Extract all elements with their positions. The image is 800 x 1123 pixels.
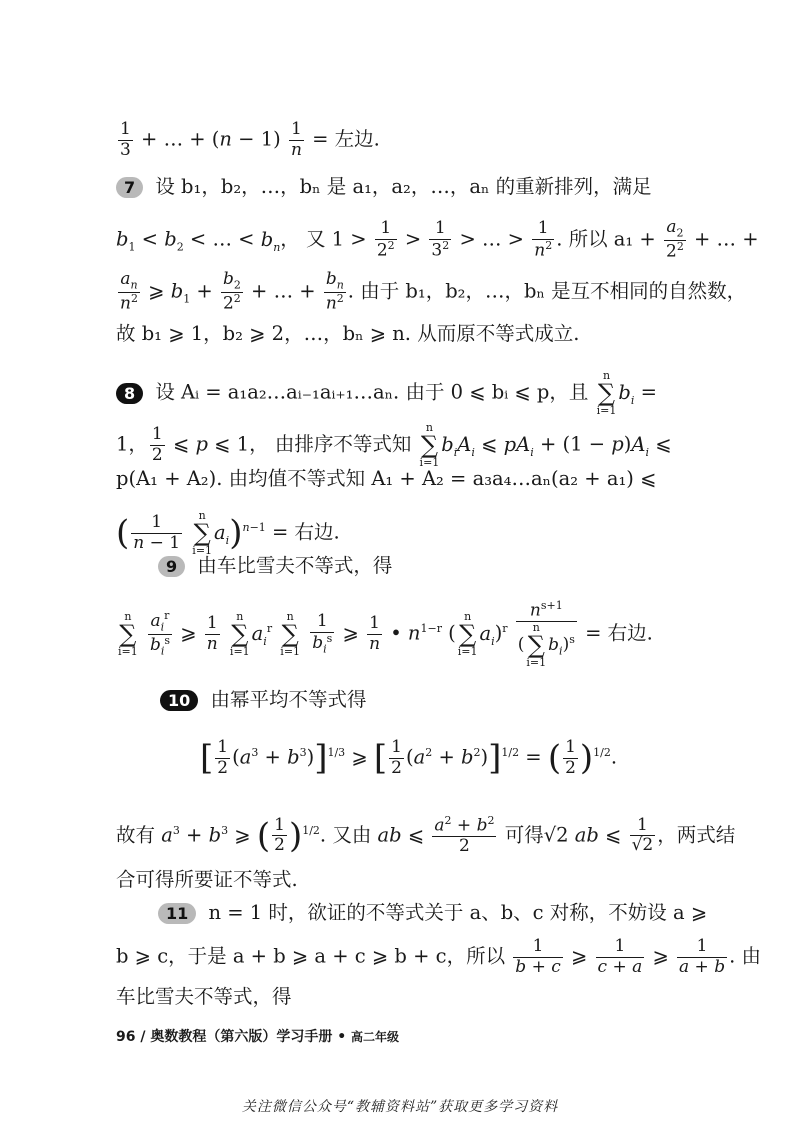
p7-line-4: 故 b₁ ⩾ 1，b₂ ⩾ 2，…，bₙ ⩾ n. 从而原不等式成立. [116, 322, 580, 345]
problem-8-badge: 8 [116, 383, 143, 404]
p7-l3-mid: 由于 b₁，b₂，…，bₙ 是互不相同的自然数， [360, 279, 747, 303]
p11-text: n = 1 时，欲证的不等式关于 a、b、c 对称，不妨设 a ⩾ [208, 901, 708, 924]
p11-l2: b ⩾ c，于是 a + b ⩾ a + c ⩾ b + c，所以 [116, 944, 506, 968]
problem-7-badge: 7 [116, 177, 143, 198]
p7-line-1 [116, 177, 652, 198]
p8-line-3: p(A₁ + A₂). 由均值不等式知 A₁ + A₂ = a₃a₄…aₙ(a₂ + a₁) ⩽ [116, 467, 657, 490]
p8-l2-mid: 由排序不等式知 [274, 432, 412, 456]
grade-label: 高二年级 [351, 1030, 400, 1044]
p10-line-1 [160, 690, 366, 711]
p8-line-4: ( $\frac{1}{n - 1}$ n ∑ $i=1a_i)^{n-1}$ = 右边. [116, 509, 340, 557]
p11-l2-end: 由 [741, 944, 762, 968]
p8-line-1: 8 设 Aᵢ = a₁a₂…aᵢ₋₁aᵢ₊₁…aₙ. 由于 0 ⩽ bᵢ ⩽ p，且 n ∑ $i=1b_i$ = [116, 370, 657, 416]
p10-l2-mid: 又由 [332, 823, 372, 847]
page-number: 96 [116, 1029, 136, 1045]
p7-l2-mid: 又 1 > [305, 227, 367, 251]
p10-line-2: 故有 $a^3 + b^3$ ⩾ ( $\frac{1}{2}$ )$^{1/2}$. 又由 ab ⩽ $\frac{a^2 + b^2}{2}$ 可得√2 ab ⩽ $\frac{1}{√2}$ ，两式结 [116, 814, 736, 857]
watermark: 关注微信公众号“教辅资料站”获取更多学习资料 [241, 1099, 559, 1115]
p11-line-1 [158, 903, 707, 924]
page-footer [116, 1026, 399, 1046]
p10-l2-end: ，两式结 [657, 823, 736, 847]
p8-text: 设 Aᵢ = a₁a₂…aᵢ₋₁aᵢ₊₁…aₙ. 由于 0 ⩽ bᵢ ⩽ p，且 [155, 380, 589, 404]
book-title: / 奥数教程（第六版）学习手册 • [140, 1029, 347, 1045]
p10-formula: [ $\frac{1}{2}$ $(a^3 + b^3)]^{1/3}$ ⩾ [ $\frac{1}{2}$ $(a^2 + b^2)]^{1/2}$ = ( $\frac{1}{2}$ )$^{1/2}$. [200, 737, 618, 779]
p11-line-2: b ⩾ c，于是 a + b ⩾ a + c ⩾ b + c，所以 $\frac{1}{b + c}$ ⩾ $\frac{1}{c + a}$ ⩾ $\frac{1}{a + b}$ . 由 [116, 936, 762, 977]
p7-text: 设 b₁，b₂，…，bₙ 是 a₁，a₂，…，aₙ 的重新排列，满足 [155, 175, 652, 198]
problem-9-badge: 9 [158, 556, 185, 577]
p10-line-3: 合可得所要证不等式. [116, 868, 298, 891]
p11-line-3: 车比雪夫不等式，得 [116, 985, 292, 1008]
p10-l2-pre: 故有 [116, 823, 156, 847]
line-1: $\frac{1}{3}$ + … + (n − 1) $\frac{1}{n}$ = 左边. [120, 119, 380, 160]
p8-line-2: 1， $\frac{1}{2}$ ⩽ p ⩽ 1， 由排序不等式知 n ∑ $i=1b_iA_i$ ⩽ $pA_i + (1 - p)A_i$ ⩽ [116, 421, 672, 469]
l1-tail: = 左边. [312, 127, 380, 151]
p8-l4-end: = 右边. [271, 520, 340, 544]
p9-formula: n ∑ i=1 $\frac{a_i^r}{b_i^s}$ ⩾ $\frac{1}{n}$ n ∑ $i=1a_i^r$ n ∑ i=1 $\frac{1}{b_i^s}$ ⩾ $\frac{1}{n}$ • $n^{1-r}$ (n ∑ $i=1a_i)^r$ $n^{s+1}$ (n ∑ $i=1b_i)^s$ = 右边. [118, 599, 653, 670]
p9-text: 由车比雪夫不等式，得 [197, 554, 393, 577]
problem-11-badge: 11 [158, 903, 196, 924]
p7-l2-end: 所以 a₁ + [568, 227, 656, 251]
p9-line-1 [158, 556, 392, 577]
p9-formula-end: = 右边. [585, 621, 653, 645]
p7-line-2: $b_1 < b_2$ < … < $b_n$， 又 1 > $\frac{1}{2^2}$ > $\frac{1}{3^2}$ > … > $\frac{1}{n^2}$ . 所以 a₁ + $\frac{a_2}{2^2}$ + … + [116, 217, 759, 262]
p10-l2-mid2: 可得 [504, 823, 544, 847]
p7-line-3: $\frac{a_n}{n^2}$ ⩾ $b_1$ + $\frac{b_2}{2^2}$ + … + $\frac{b_n}{n^2}$ . 由于 b₁，b₂，…，bₙ 是互不相同的自然数， [120, 269, 747, 314]
problem-10-badge: 10 [160, 690, 198, 711]
p10-text: 由幂平均不等式得 [210, 688, 367, 711]
